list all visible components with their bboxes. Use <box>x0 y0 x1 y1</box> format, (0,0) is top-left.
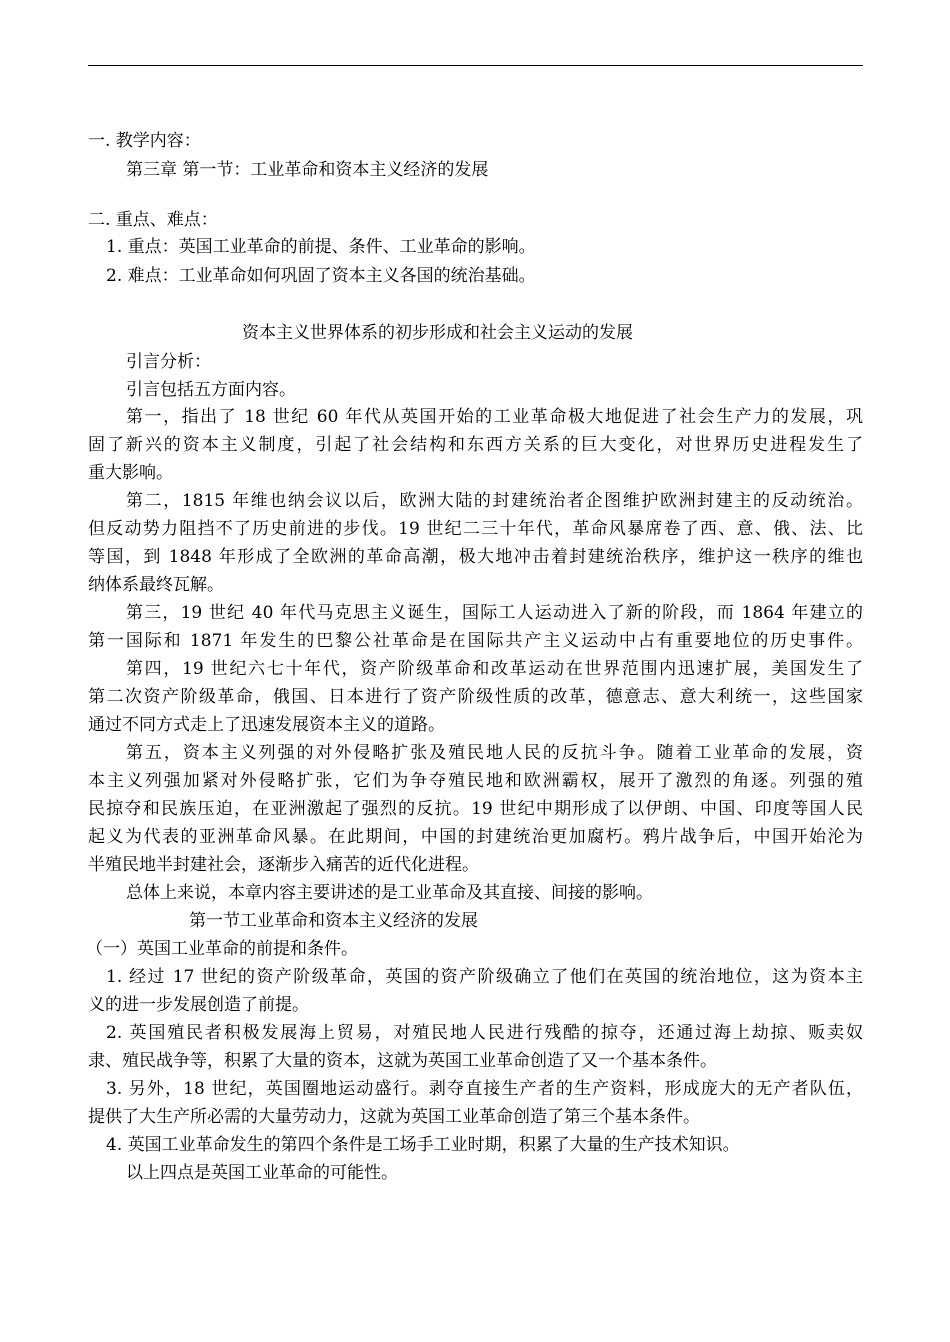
intro-p2-line: 第二，1815 年维也纳会议以后，欧洲大陆的封建统治者企图维护欧洲封建主的反动统治。 <box>126 491 863 511</box>
intro-p4-line: 通过不同方式走上了迅速发展资本主义的道路。 <box>88 715 445 735</box>
intro-p5-line: 半殖民地半封建社会，逐渐步入痛苦的近代化进程。 <box>88 855 479 875</box>
header-rule <box>88 65 863 66</box>
condition-line: 提供了大生产所必需的大量劳动力，这就为英国工业革命创造了第三个基本条件。 <box>88 1107 700 1127</box>
lesson-title: 第一节工业革命和资本主义经济的发展 <box>189 911 478 931</box>
intro-p2-line: 等国，到 1848 年形成了全欧洲的革命高潮，极大地冲击着封建统治秩序，维护这一秩序的维也 <box>88 547 863 567</box>
condition-line: 3. 另外，18 世纪，英国圈地运动盛行。剥夺直接生产者的生产资料，形成庞大的无产者队伍， <box>106 1079 863 1099</box>
intro-p4-line: 第四，19 世纪六七十年代，资产阶级革命和改革运动在世界范围内迅速扩展，美国发生了 <box>126 659 863 679</box>
intro-p3-line: 第一国际和 1871 年发生的巴黎公社革命是在国际共产主义运动中占有重要地位的历史事件。 <box>88 631 863 651</box>
condition-line: 4. 英国工业革命发生的第四个条件是工场手工业时期，积累了大量的生产技术知识。 <box>106 1135 740 1155</box>
intro-p5-line: 第五，资本主义列强的对外侵略扩张及殖民地人民的反抗斗争。随着工业革命的发展，资 <box>126 743 863 763</box>
lesson-summary: 以上四点是英国工业革命的可能性。 <box>126 1163 398 1183</box>
intro-p1-line: 重大影响。 <box>88 463 173 483</box>
keypoints-heading: 二. 重点、难点： <box>88 210 218 230</box>
intro-p1-line: 第一，指出了 18 世纪 60 年代从英国开始的工业革命极大地促进了社会生产力的发展，巩 <box>126 407 863 427</box>
intro-p5-line: 本主义列强加紧对外侵略扩张，它们为争夺殖民地和欧洲霸权，展开了激烈的角逐。列强的殖 <box>88 771 863 791</box>
keypoint-item: 1. 重点：英国工业革命的前提、条件、工业革命的影响。 <box>106 237 536 257</box>
keypoint-item: 2. 难点：工业革命如何巩固了资本主义各国的统治基础。 <box>106 266 536 286</box>
intro-p4-line: 第二次资产阶级革命，俄国、日本进行了资产阶级性质的改革，德意志、意大利统一，这些国家 <box>88 687 863 707</box>
condition-line: 隶、殖民战争等，积累了大量的资本，这就为英国工业革命创造了又一个基本条件。 <box>88 1051 717 1071</box>
intro-p5-line: 民掠夺和民族压迫，在亚洲激起了强烈的反抗。19 世纪中期形成了以伊朗、中国、印度等国人民 <box>88 799 863 819</box>
section-title: 资本主义世界体系的初步形成和社会主义运动的发展 <box>242 323 633 343</box>
teaching-content-heading: 一. 教学内容： <box>88 131 201 151</box>
lesson-subheading: （一）英国工业革命的前提和条件。 <box>86 939 358 959</box>
intro-label: 引言分析： <box>126 352 211 372</box>
condition-line: 1. 经过 17 世纪的资产阶级革命，英国的资产阶级确立了他们在英国的统治地位，这为资本主 <box>106 967 863 987</box>
condition-line: 义的进一步发展创造了前提。 <box>88 995 309 1015</box>
intro-p2-line: 纳体系最终瓦解。 <box>88 575 224 595</box>
condition-line: 2. 英国殖民者积极发展海上贸易，对殖民地人民进行残酷的掠夺，还通过海上劫掠、贩卖奴 <box>106 1023 863 1043</box>
intro-conclusion: 总体上来说，本章内容主要讲述的是工业革命及其直接、间接的影响。 <box>126 883 653 903</box>
intro-p1-line: 固了新兴的资本主义制度，引起了社会结构和东西方关系的巨大变化，对世界历史进程发生了 <box>88 435 863 455</box>
intro-p5-line: 起义为代表的亚洲革命风暴。在此期间，中国的封建统治更加腐朽。鸦片战争后，中国开始沦为 <box>88 827 863 847</box>
intro-p2-line: 但反动势力阻挡不了历史前进的步伐。19 世纪二三十年代，革命风暴席卷了西、意、俄、法、比 <box>88 519 863 539</box>
chapter-title: 第三章 第一节：工业革命和资本主义经济的发展 <box>126 160 489 180</box>
intro-p3-line: 第三，19 世纪 40 年代马克思主义诞生，国际工人运动进入了新的阶段，而 1864 年建立的 <box>126 603 863 623</box>
intro-summary: 引言包括五方面内容。 <box>126 380 296 400</box>
